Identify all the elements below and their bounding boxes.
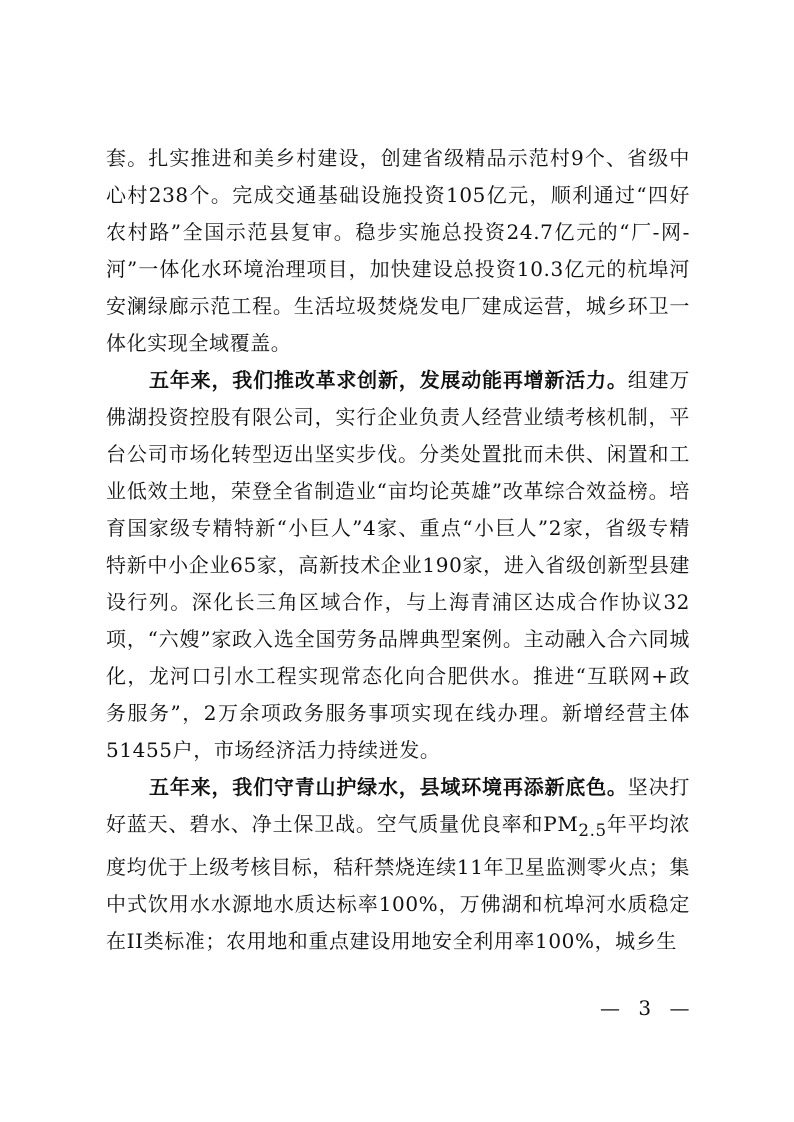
pm-subscript: 2.5 bbox=[578, 821, 607, 840]
page-number: — 3 — bbox=[600, 996, 696, 1020]
paragraph-lead: 五年来，我们推改革求创新，发展动能再增新活力。 bbox=[149, 368, 628, 392]
paragraph-text: 组建万佛湖投资控股有限公司，实行企业负责人经营业绩考核机制，平台公司市场化转型迈出坚实步伐。分类处置批而未供、闲置和工业低效土地，荣登全省制造业“亩均论英雄”改革综合效益榜。培育国家级专精特新“小巨人”4家、重点“小巨人”2家，省级专精特新中小企业65家，高新技术企业190家，进入省级创新型县建设行列。深化长三角区域合作，与上海青浦区达成合作协议32项，“六嫂”家政入选全国劳务品牌典型案例。主动融入合六同城化，龙河口引水工程实现常态化向合肥供水。推进“互联网+政务服务”，2万余项政务服务事项实现在线办理。新增经营主体51455户，市场经济活力持续迸发。 bbox=[106, 368, 690, 762]
body-text bbox=[106, 140, 690, 960]
paragraph-rural-infrastructure bbox=[106, 140, 690, 362]
paragraph-text-before-subscript: 坚决打好蓝天、碧水、净土保卫战。空气质量优良率和PM bbox=[106, 775, 690, 836]
paragraph-reform-innovation bbox=[106, 362, 690, 769]
paragraph-lead: 五年来，我们守青山护绿水，县域环境再添新底色。 bbox=[149, 775, 628, 799]
paragraph-text-after-subscript: 年平均浓度均优于上级考核目标，秸秆禁烧连续11年卫星监测零火点；集中式饮用水水源地水质达标率100%，万佛湖和杭埠河水质稳定在II类标准；农用地和重点建设用地安全利用率100%，城乡生 bbox=[106, 812, 690, 953]
paragraph-text: 套。扎实推进和美乡村建设，创建省级精品示范村9个、省级中心村238个。完成交通基础设施投资105亿元，顺利通过“四好农村路”全国示范县复审。稳步实施总投资24.7亿元的“厂-网-河”一体化水环境治理项目，加快建设总投资10.3亿元的杭埠河安澜绿廊示范工程。生活垃圾焚烧发电厂建成运营，城乡环卫一体化实现全域覆盖。 bbox=[106, 146, 690, 355]
paragraph-environment bbox=[106, 769, 690, 960]
